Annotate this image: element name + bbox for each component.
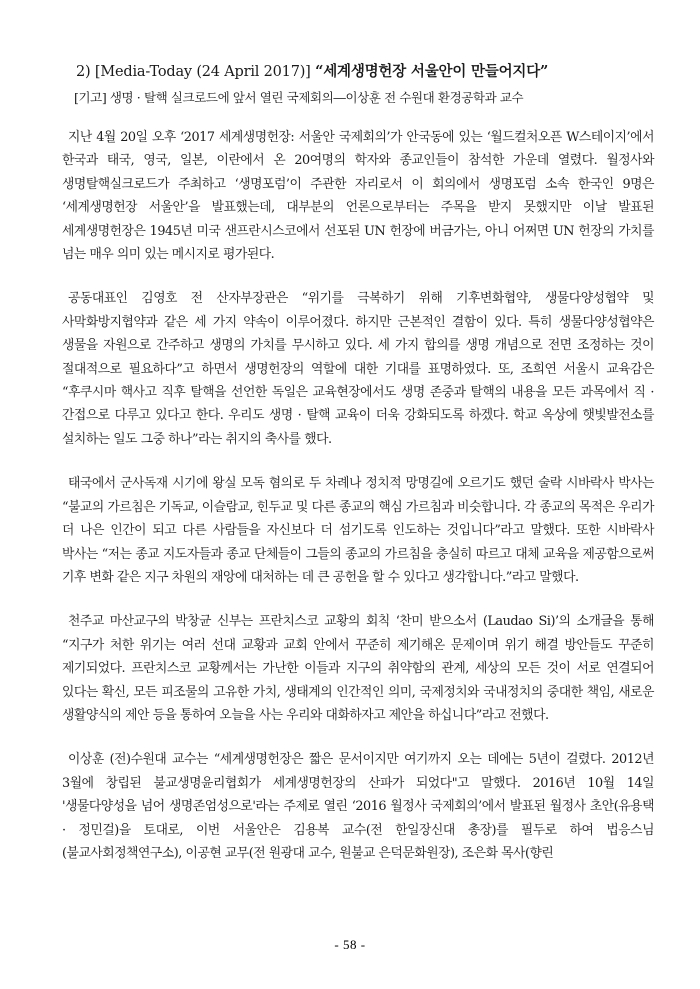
- heading-source: 2) [Media-Today (24 April 2017)]: [76, 64, 311, 80]
- article-subheading: [기고] 생명 · 탈핵 실크로드에 앞서 열린 국제회의―이상훈 전 수원대 환경공학과 교수: [74, 90, 524, 105]
- article-heading: [76, 62, 654, 82]
- paragraph-5: 이상훈 (전)수원대 교수는 “세계생명헌장은 짧은 문서이지만 여기까지 오는 데에는 5년이 걸렸다. 2012년 3월에 창립된 불교생명윤리협회가 세계생명헌장의 산파가 되었다"고 말했다. 2016년 10월 14일 '생물다양성을 넘어 생명존엄성으로'라는 주제로 열린 ‘2016 월정사 국제회의’에서 발표된 월정사 초안(유용택 · 정민걸)을 토대로, 이번 서울안은 김용복 교수(전 한일장신대 총장)를 필두로 하여 법응스님(불교사회정책연구소), 이공현 교무(전 원광대 교수, 원불교 은덕문화원장), 조은화 목사(향린: [62, 752, 654, 861]
- paragraph-1: 지난 4월 20일 오후 ‘2017 세계생명헌장: 서울안 국제회의’가 안국동에 있는 ‘월드컬처오픈 W스테이지’에서 한국과 태국, 영국, 일본, 이란에서 온 20여명의 학자와 종교인들이 참석한 가운데 열렸다. 월정사와 생명탈핵실크로드가 주최하고 ‘생명포럼’이 주관한 자리로서 이 회의에서 생명포럼 소속 한국인 9명은 ‘세계생명헌장 서울안’을 발표했는데, 대부분의 언론으로부터는 주목을 받지 못했지만 이날 발표된 세계생명헌장은 1945년 미국 샌프란시스코에서 선포된 UN 헌장에 버금가는, 아니 어쩌면 UN 헌장의 가치를 넘는 매우 의미 있는 메시지로 평가된다.: [62, 130, 654, 263]
- paragraph-4: 천주교 마산교구의 박창균 신부는 프란치스코 교황의 회칙 ‘찬미 받으소서 (Laudao Si)’의 소개글을 통해 “지구가 처한 위기는 여러 선대 교황과 교회 안에서 꾸준히 제기해온 문제이며 위기 해결 방안들도 꾸준히 제기되었다. 프란치스코 교황께서는 가난한 이들과 지구의 취약함의 관계, 세상의 모든 것이 서로 연결되어 있다는 확신, 모든 피조물의 고유한 가치, 생태계의 인간적인 의미, 국제정치와 국내정치의 중대한 책임, 새로운 생활양식의 제안 등을 통하여 오늘을 사는 우리와 대화하자고 제안을 하십니다”라고 전했다.: [62, 614, 654, 723]
- paragraph-3: 태국에서 군사독재 시기에 왕실 모독 혐의로 두 차례나 정치적 망명길에 오르기도 했던 술락 시바락사 박사는 “불교의 가르침은 기독교, 이슬람교, 힌두교 및 다른 종교의 핵심 가르침과 비슷합니다. 각 종교의 목적은 우리가 더 나은 인간이 되고 다른 사람들을 자신보다 더 섬기도록 인도하는 것입니다”라고 말했다. 또한 시바락사 박사는 “저는 종교 지도자들과 종교 단체들이 그들의 종교의 가르침을 충실히 따르고 대체 교육을 제공함으로써 기후 변화 같은 지구 차원의 재앙에 대처하는 데 큰 공헌을 할 수 있다고 생각합니다.”라고 말했다.: [62, 476, 654, 585]
- page-number: - 58 -: [334, 937, 366, 952]
- article-body: [62, 126, 654, 865]
- heading-title: “세계생명헌장 서울안이 만들어지다”: [315, 63, 549, 80]
- paragraph-2: 공동대표인 김영호 전 산자부장관은 “위기를 극복하기 위해 기후변화협약, 생물다양성협약 및 사막화방지협약과 같은 세 가지 약속이 이루어졌다. 하지만 근본적인 결함이 있다. 특히 생물다양성협약은 생물을 자원으로 간주하고 생명의 가치를 무시하고 있다. 세 가지 합의를 생명 개념으로 전면 조정하는 것이 절대적으로 필요하다”고 하면서 생명헌장의 역할에 대한 기대를 표명하였다. 또, 조희연 서울시 교육감은 “후쿠시마 핵사고 직후 탈핵을 선언한 독일은 교육현장에서도 생명 존중과 탈핵의 내용을 모든 과목에서 직 · 간접으로 다루고 있다고 한다. 우리도 생명 · 탈핵 교육이 더욱 강화되도록 하겠다. 학교 옥상에 햇빛발전소를 설치하는 일도 그중 하나”라는 취지의 축사를 했다.: [62, 291, 654, 447]
